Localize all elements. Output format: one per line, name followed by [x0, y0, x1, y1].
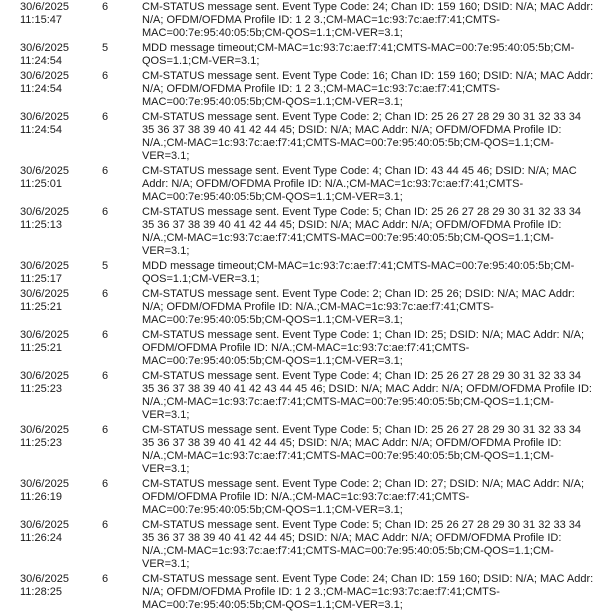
log-priority: 6: [102, 288, 109, 300]
log-message: CM-STATUS message sent. Event Type Code: 5; Chan ID: 25 26 27 28 29 30 31 32 33 34 35 36 37 38 39 40 41 42 44 45; DSID: N/A; MAC Addr: N/A; OFDM/OFDMA Profile ID: N/A.;CM-MAC=1c:93:7c:ae:f7:41;CMTS-MAC=00:7e:95:40:05:5b;CM-QOS=1.1;CM-VER=3.1;: [142, 519, 582, 570]
log-time: 11:25:17: [20, 273, 63, 285]
log-row: [0, 69, 600, 110]
log-date: 30/6/2025: [20, 288, 69, 300]
log-time: 11:24:54: [20, 83, 63, 95]
log-time: 11:26:19: [20, 491, 63, 503]
log-date: 30/6/2025: [20, 478, 69, 490]
log-priority: 6: [102, 370, 109, 382]
log-row: [0, 110, 600, 164]
log-timestamp: [0, 287, 88, 328]
log-timestamp: [0, 518, 88, 572]
log-message: CM-STATUS message sent. Event Type Code: 5; Chan ID: 25 26 27 28 29 30 31 32 33 34 35 36 37 38 39 40 41 42 44 45; DSID: N/A; MAC Addr: N/A; OFDM/OFDMA Profile ID: N/A.;CM-MAC=1c:93:7c:ae:f7:41;CMTS-MAC=00:7e:95:40:05:5b;CM-QOS=1.1;CM-VER=3.1;: [142, 424, 582, 475]
log-time: 11:25:23: [20, 437, 63, 449]
log-priority: 5: [102, 260, 109, 272]
log-date: 30/6/2025: [20, 1, 69, 13]
log-timestamp: [0, 572, 88, 613]
log-row: [0, 369, 600, 423]
log-time: 11:15:47: [20, 14, 63, 26]
log-row: [0, 572, 600, 613]
log-row: [0, 477, 600, 518]
log-priority: 6: [102, 1, 109, 13]
log-row: [0, 41, 600, 69]
log-message: MDD message timeout;CM-MAC=1c:93:7c:ae:f7:41;CMTS-MAC=00:7e:95:40:05:5b;CM-QOS=1.1;CM-VER=3.1;: [142, 42, 575, 67]
log-row: [0, 0, 600, 41]
log-date: 30/6/2025: [20, 370, 69, 382]
log-priority: 5: [102, 42, 109, 54]
log-timestamp: [0, 164, 88, 205]
log-date: 30/6/2025: [20, 260, 69, 272]
log-time: 11:25:01: [20, 178, 63, 190]
log-priority: 6: [102, 329, 109, 341]
log-time: 11:25:23: [20, 383, 63, 395]
log-priority: 6: [102, 519, 109, 531]
log-timestamp: [0, 0, 88, 41]
log-priority: 6: [102, 206, 109, 218]
log-message: MDD message timeout;CM-MAC=1c:93:7c:ae:f7:41;CMTS-MAC=00:7e:95:40:05:5b;CM-QOS=1.1;CM-VER=3.1;: [142, 260, 575, 285]
log-row: [0, 328, 600, 369]
log-date: 30/6/2025: [20, 206, 69, 218]
log-time: 11:25:13: [20, 219, 63, 231]
log-message: CM-STATUS message sent. Event Type Code: 2; Chan ID: 25 26 27 28 29 30 31 32 33 34 35 36 37 38 39 40 41 42 44 45; DSID: N/A; MAC Addr: N/A; OFDM/OFDMA Profile ID: N/A.;CM-MAC=1c:93:7c:ae:f7:41;CMTS-MAC=00:7e:95:40:05:5b;CM-QOS=1.1;CM-VER=3.1;: [142, 111, 582, 162]
log-row: [0, 287, 600, 328]
log-date: 30/6/2025: [20, 111, 69, 123]
log-message: CM-STATUS message sent. Event Type Code: 2; Chan ID: 25 26; DSID: N/A; MAC Addr: N/A; OFDM/OFDMA Profile ID: N/A.;CM-MAC=1c:93:7c:ae:f7:41;CMTS-MAC=00:7e:95:40:05:5b;CM-QOS=1.1;CM-VER=3.1;: [142, 288, 575, 326]
log-time: 11:25:21: [20, 301, 63, 313]
log-message: CM-STATUS message sent. Event Type Code: 2; Chan ID: 27; DSID: N/A; MAC Addr: N/A; OFDM/OFDMA Profile ID: N/A.;CM-MAC=1c:93:7c:ae:f7:41;CMTS-MAC=00:7e:95:40:05:5b;CM-QOS=1.1;CM-VER=3.1;: [142, 478, 584, 516]
log-time: 11:25:21: [20, 342, 63, 354]
log-time: 11:26:24: [20, 532, 63, 544]
log-message: CM-STATUS message sent. Event Type Code: 4; Chan ID: 25 26 27 28 29 30 31 32 33 34 35 36 37 38 39 40 41 42 43 44 45 46; DSID: N/A; MAC Addr: N/A; OFDM/OFDMA Profile ID: N/A.;CM-MAC=1c:93:7c:ae:f7:41;CMTS-MAC=00:7e:95:40:05:5b;CM-QOS=1.1;CM-VER=3.1;: [142, 370, 592, 421]
log-timestamp: [0, 259, 88, 287]
log-priority: 6: [102, 111, 109, 123]
log-date: 30/6/2025: [20, 424, 69, 436]
log-row: [0, 518, 600, 572]
log-date: 30/6/2025: [20, 165, 69, 177]
log-date: 30/6/2025: [20, 573, 69, 585]
log-row: [0, 164, 600, 205]
log-timestamp: [0, 41, 88, 69]
log-timestamp: [0, 423, 88, 477]
log-timestamp: [0, 205, 88, 259]
log-date: 30/6/2025: [20, 329, 69, 341]
log-message: CM-STATUS message sent. Event Type Code: 1; Chan ID: 25; DSID: N/A; MAC Addr: N/A; OFDM/OFDMA Profile ID: N/A.;CM-MAC=1c:93:7c:ae:f7:41;CMTS-MAC=00:7e:95:40:05:5b;CM-QOS=1.1;CM-VER=3.1;: [142, 329, 584, 367]
log-priority: 6: [102, 478, 109, 490]
log-timestamp: [0, 69, 88, 110]
log-priority: 6: [102, 165, 109, 177]
log-timestamp: [0, 369, 88, 423]
log-timestamp: [0, 328, 88, 369]
log-row: [0, 259, 600, 287]
log-date: 30/6/2025: [20, 519, 69, 531]
log-row: [0, 423, 600, 477]
log-time: 11:24:54: [20, 55, 63, 67]
log-message: CM-STATUS message sent. Event Type Code: 24; Chan ID: 159 160; DSID: N/A; MAC Addr: N/A; OFDM/OFDMA Profile ID: 1 2 3.;CM-MAC=1c:93:7c:ae:f7:41;CMTS-MAC=00:7e:95:40:05:5b;CM-QOS=1.1;CM-VER=3.1;: [142, 1, 594, 39]
log-row: [0, 205, 600, 259]
log-priority: 6: [102, 424, 109, 436]
log-message: CM-STATUS message sent. Event Type Code: 5; Chan ID: 25 26 27 28 29 30 31 32 33 34 35 36 37 38 39 40 41 42 44 45; DSID: N/A; MAC Addr: N/A; OFDM/OFDMA Profile ID: N/A.;CM-MAC=1c:93:7c:ae:f7:41;CMTS-MAC=00:7e:95:40:05:5b;CM-QOS=1.1;CM-VER=3.1;: [142, 206, 582, 257]
log-date: 30/6/2025: [20, 42, 69, 54]
log-message: CM-STATUS message sent. Event Type Code: 24; Chan ID: 159 160; DSID: N/A; MAC Addr: N/A; OFDM/OFDMA Profile ID: 1 2 3.;CM-MAC=1c:93:7c:ae:f7:41;CMTS-MAC=00:7e:95:40:05:5b;CM-QOS=1.1;CM-VER=3.1;: [142, 573, 594, 611]
log-time: 11:24:54: [20, 124, 63, 136]
log-priority: 6: [102, 573, 109, 585]
log-timestamp: [0, 477, 88, 518]
log-date: 30/6/2025: [20, 70, 69, 82]
log-priority: 6: [102, 70, 109, 82]
log-message: CM-STATUS message sent. Event Type Code: 16; Chan ID: 159 160; DSID: N/A; MAC Addr: N/A; OFDM/OFDMA Profile ID: 1 2 3.;CM-MAC=1c:93:7c:ae:f7:41;CMTS-MAC=00:7e:95:40:05:5b;CM-QOS=1.1;CM-VER=3.1;: [142, 70, 594, 108]
log-timestamp: [0, 110, 88, 164]
log-message: CM-STATUS message sent. Event Type Code: 4; Chan ID: 43 44 45 46; DSID: N/A; MAC Addr: N/A; OFDM/OFDMA Profile ID: N/A.;CM-MAC=1c:93:7c:ae:f7:41;CMTS-MAC=00:7e:95:40:05:5b;CM-QOS=1.1;CM-VER=3.1;: [142, 165, 577, 203]
log-time: 11:28:25: [20, 586, 63, 598]
